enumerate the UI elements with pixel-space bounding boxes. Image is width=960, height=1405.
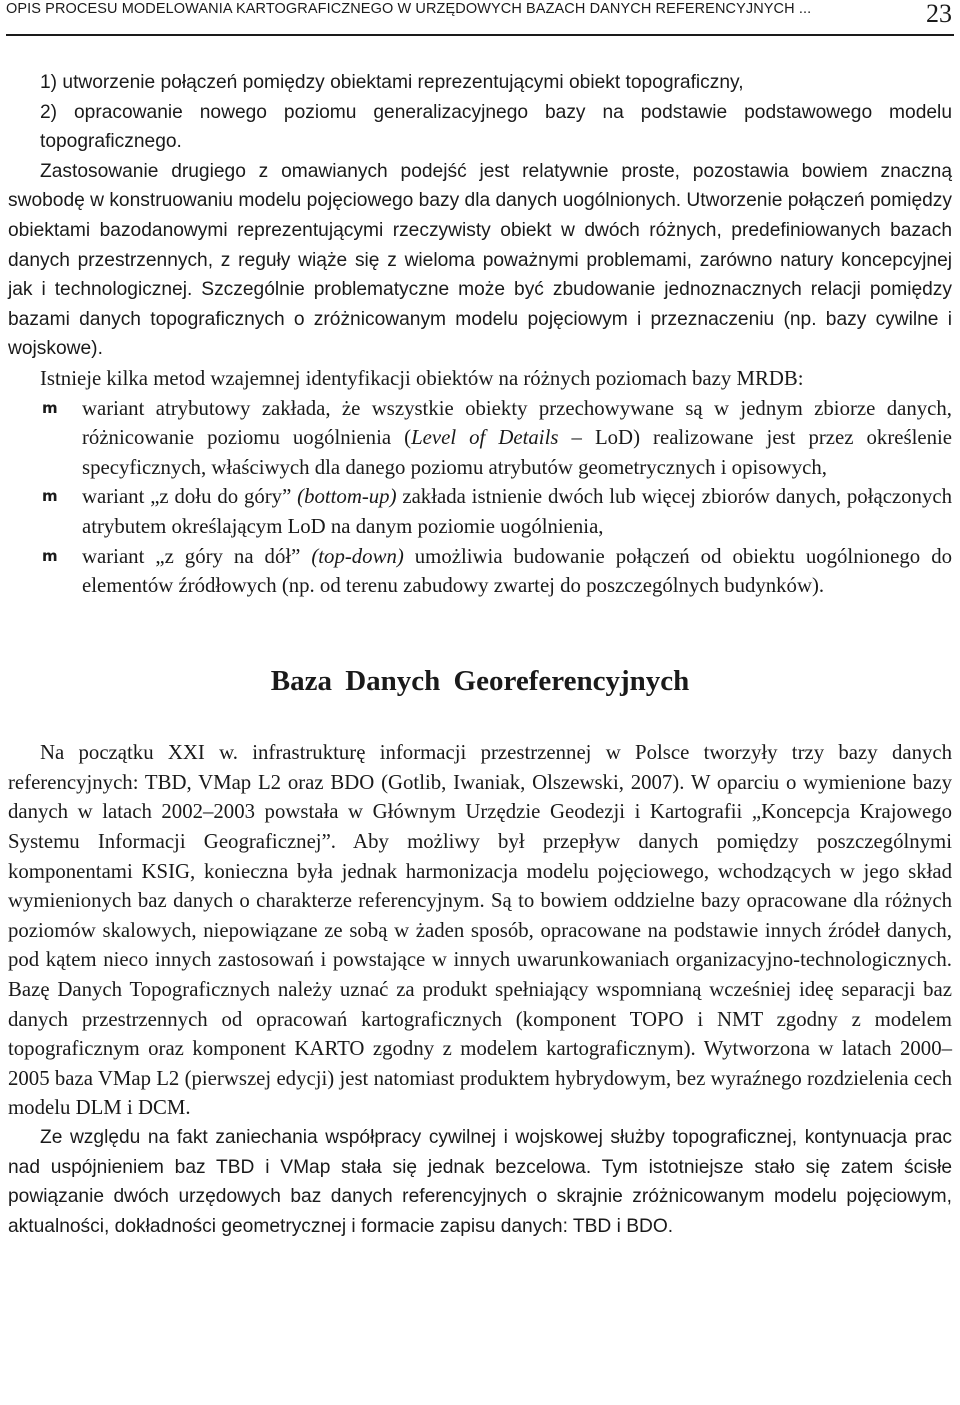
variant-text-before: wariant atrybutowy zakłada, że wszystkie obiekty przechowywane są w jednym zbiorze danych, różnicowanie poziomu uogólnienia ( <box>82 396 952 450</box>
variant-text-after: zakłada istnienie dwóch lub więcej zbiorów danych, połączonych atrybutem określającym LoD na danym poziomie uogólnienia, <box>82 485 952 538</box>
list-item-1: 1) utworzenie połączeń pomiędzy obiektami reprezentującymi obiekt topograficzny, <box>40 72 744 93</box>
page-header <box>6 0 954 36</box>
variant-italic-term: (top-down) <box>311 544 404 568</box>
list-item <box>8 542 952 601</box>
variant-text-before: wariant „z dołu do góry” <box>82 485 298 509</box>
paragraph-approach: Zastosowanie drugiego z omawianych podejść jest relatywnie proste, pozostawia bowiem znaczną swobodę w konstruowaniu modelu pojęciowego bazy dla danych uogólnionych. Utworzenie połączeń pomiędzy obiektami bazodanowymi reprezentującymi rzeczywisty obiekt w dwóch różnych, predefiniowanych bazach danych przestrzennych, z reguły wiąże się z wieloma poważnymi problemami, zarówno natury koncepcyjnej jak i technologicznej. Szczególnie problematyczne może być zbudowanie jednoznacznych relacji pomiędzy bazami danych topograficznych o zróżnicowanym modelu pojęciowym i przeznaczeniu (np. bazy cywilne i wojskowe). <box>8 160 952 360</box>
section-heading: Baza Danych Georeferencyjnych <box>270 664 690 697</box>
variant-italic-term: (bottom-up) <box>297 485 397 509</box>
bullet-icon: m <box>42 546 58 565</box>
variant-italic-term: Level of Details <box>411 426 559 450</box>
page-number: 23 <box>926 0 952 28</box>
list-item <box>8 482 952 541</box>
paragraph-bdg-conclusion: Ze względu na fakt zaniechania współpracy cywilnej i wojskowej służby topograficznej, kontynuacja prac nad uspójnieniem baz TBD i VMap stała się jednak bezcelowa. Tym istotniejsze stało się zatem ścisłe powiązanie dwóch urzędowych baz danych referencyjnych o skrajnie zróżnicowanym modelu pojęciowym, aktualności, dokładności geometrycznej i formacie zapisu danych: TBD i BDO. <box>8 1127 952 1237</box>
variant-text-before: wariant „z góry na dół” <box>82 544 312 568</box>
variant-list <box>8 394 952 601</box>
bullet-icon: m <box>42 487 58 506</box>
mrdb-intro: Istnieje kilka metod wzajemnej identyfikacji obiektów na różnych poziomach bazy MRDB: <box>40 366 804 390</box>
paragraph-bdg-intro: Na początku XXI w. infrastrukturę informacji przestrzennej w Polsce tworzyły trzy bazy danych referencyjnych: TBD, VMap L2 oraz BDO (Gotlib, Iwaniak, Olszewski, 2007). W oparciu o wymienione bazy danych w latach 2002–2003 powstała w Głównym Urzędzie Geodezji i Kartografii „Koncepcja Krajowego Systemu Informacji Geograficznej”. Aby możliwy był przepływ danych pomiędzy poszczególnymi komponentami KSIG, konieczna była jednak harmonizacja modelu pojęciowego, wchodzących w jego skład wymienionych baz danych o charakterze referencyjnym. Są to bowiem oddzielne bazy opracowane dla różnych poziomów skalowych, niepowiązane ze sobą w żaden sposób, opracowane na podstawie innych źródeł danych, pod kątem nieco innych zastosowań i powstające w innych uwarunkowaniach organizacyjno-technologicznych. Bazę Danych Topograficznych należy uznać za produkt spełniający wspomnianą wcześniej ideę separacji baz danych przestrzennych od opracowań kartograficznych (komponent TOPO i NMT zgodny z modelem topograficznym oraz komponent KARTO zgodny z modelem kartograficznym). Wytworzona w latach 2000–2005 baza VMap L2 (pierwszej edycji) jest natomiast produktem hybrydowym, bez wyraźnego rozdzielenia cech modelu DLM i DCM. <box>8 741 952 1120</box>
variant-text-after: – LoD) realizowane jest przez określenie specyficznych, właściwych dla danego poziomu atrybutów geometrycznych i opisowych, <box>82 426 952 479</box>
bullet-icon: m <box>42 398 58 417</box>
variant-text-after: umożliwia budowanie połączeń od obiektu uogólnionego do elementów źródłowych (np. od terenu zabudowy zwartej do poszczególnych budynków). <box>82 544 952 598</box>
running-title: OPIS PROCESU MODELOWANIA KARTOGRAFICZNEGO W URZĘDOWYCH BAZACH DANYCH REFERENCYJNYCH ... <box>6 1 812 17</box>
page-body <box>8 68 952 1241</box>
list-item <box>8 394 952 483</box>
list-item-2: 2) opracowanie nowego poziomu generalizacyjnego bazy na podstawie podstawowego modelu topograficznego. <box>40 101 952 153</box>
